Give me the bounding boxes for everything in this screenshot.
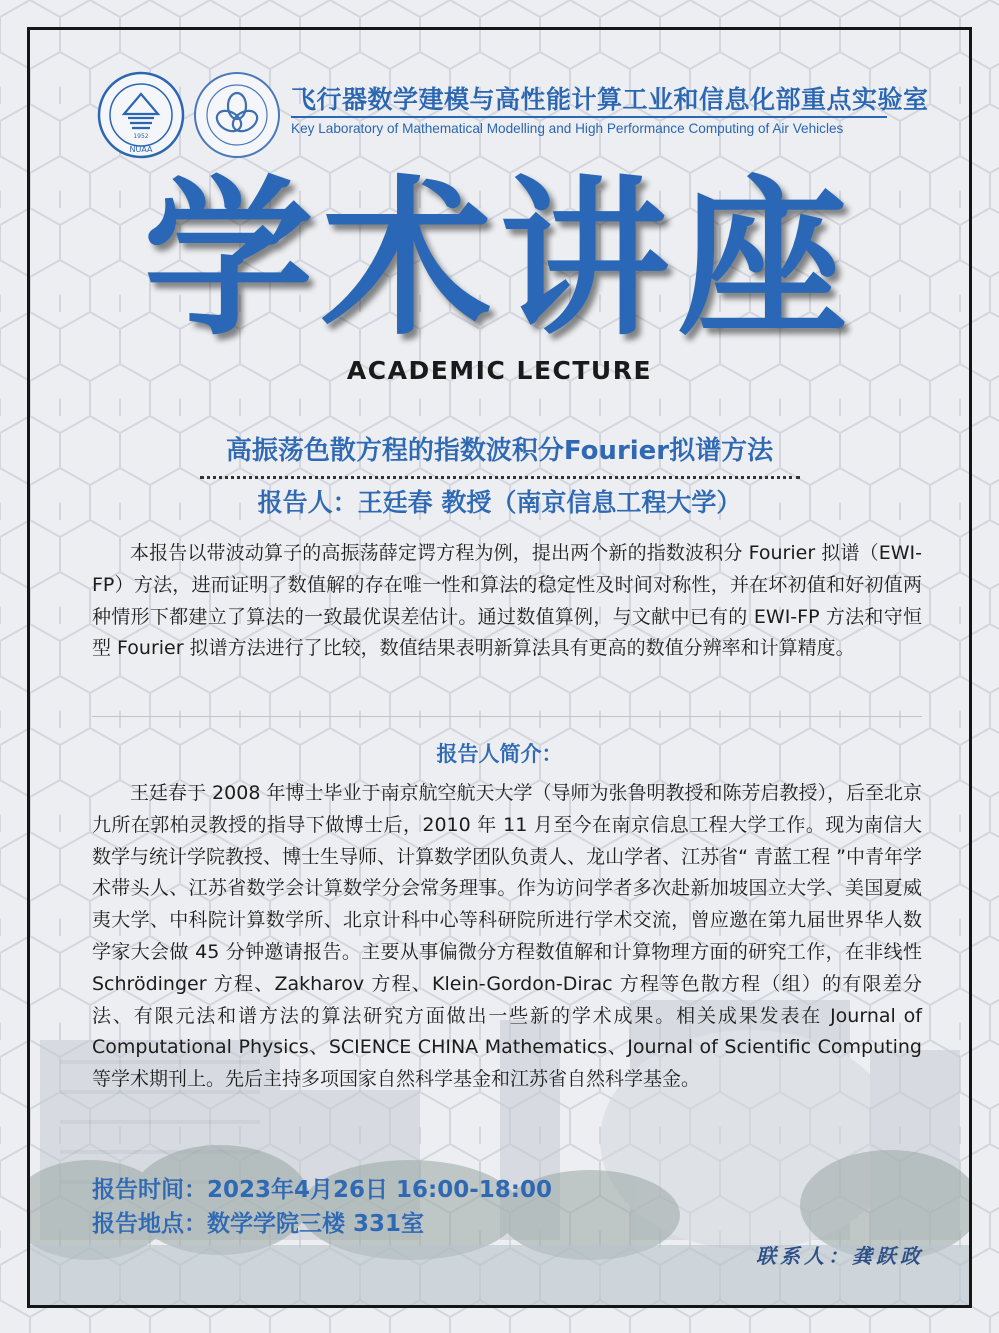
bio-heading: 报告人简介： [436,742,563,766]
nuaa-seal-icon [96,70,186,160]
poster-title: 学术讲座 [143,161,856,359]
poster-subtitle-english: ACADEMIC LECTURE [346,356,653,385]
lecture-title: 高振荡色散方程的指数波积分Fourier拟谱方法 [225,436,774,466]
header-rule [291,116,887,118]
section-divider [92,716,922,717]
speaker-line: 报告人：王廷春 教授（南京信息工程大学） [257,488,742,517]
title-divider [200,476,800,479]
lecture-location: 报告地点：数学学院三楼 331室 [92,1211,425,1237]
nuaa-logo-year: 1952 [133,133,149,140]
contact-person: 联系人：龚跃政 [756,1244,924,1268]
lab-name-english: Key Laboratory of Mathematical Modelling and High Performance Computing of Air Vehicles [291,121,844,136]
lecture-time: 报告时间：2023年4月26日 16:00-18:00 [92,1177,552,1203]
abstract-paragraph: 本报告以带波动算子的高振荡薛定谔方程为例，提出两个新的指数波积分 Fourier 拟谱（EWI-FP）方法，进而证明了数值解的存在唯一性和算法的稳定性及时间对称性，并在坏初值和好初值两种情形下都建立了算法的一致最优误差估计。通过数值算例，与文献中已有的 EWI-FP 方法和守恒型 Fourier 拟谱方法进行了比较，数值结果表明新算法具有更高的数值分辨率和计算精度。 [92,542,922,660]
lab-emblem-icon [192,70,282,160]
lab-name-chinese: 飞行器数学建模与高性能计算工业和信息化部重点实验室 [291,85,929,114]
nuaa-logo-abbr: NUAA [129,145,153,154]
bio-paragraph: 王廷春于 2008 年博士毕业于南京航空航天大学（导师为张鲁明教授和陈芳启教授），后至北京九所在郭柏灵教授的指导下做博士后，2010 年 11 月至今在南京信息工程大学工作。现为南信大数学与统计学院教授、博士生导师、计算数学团队负责人、龙山学者、江苏省“ 青蓝工程 ”中青年学术带头人、江苏省数学会计算数学分会常务理事。作为访问学者多次赴新加坡国立大学、美国夏威夷大学、中科院计算数学所、北京计科中心等科研院所进行学术交流，曾应邀在第九届世界华人数学家大会做 45 分钟邀请报告。主要从事偏微分方程数值解和计算物理方面的研究工作，在非线性 Schrödinger 方程、Zakharov 方程、Klein-Gordon-Dirac 方程等色散方程（组）的有限差分法、有限元法和谱方法的算法研究方面做出一些新的学术成果。相关成果发表在 Journal of Computational Physics、SCIENCE CHINA Mathematics、Journal of Scientific Computing 等学术期刊上。先后主持多项国家自然科学基金和江苏省自然科学基金。 [92,782,922,1091]
